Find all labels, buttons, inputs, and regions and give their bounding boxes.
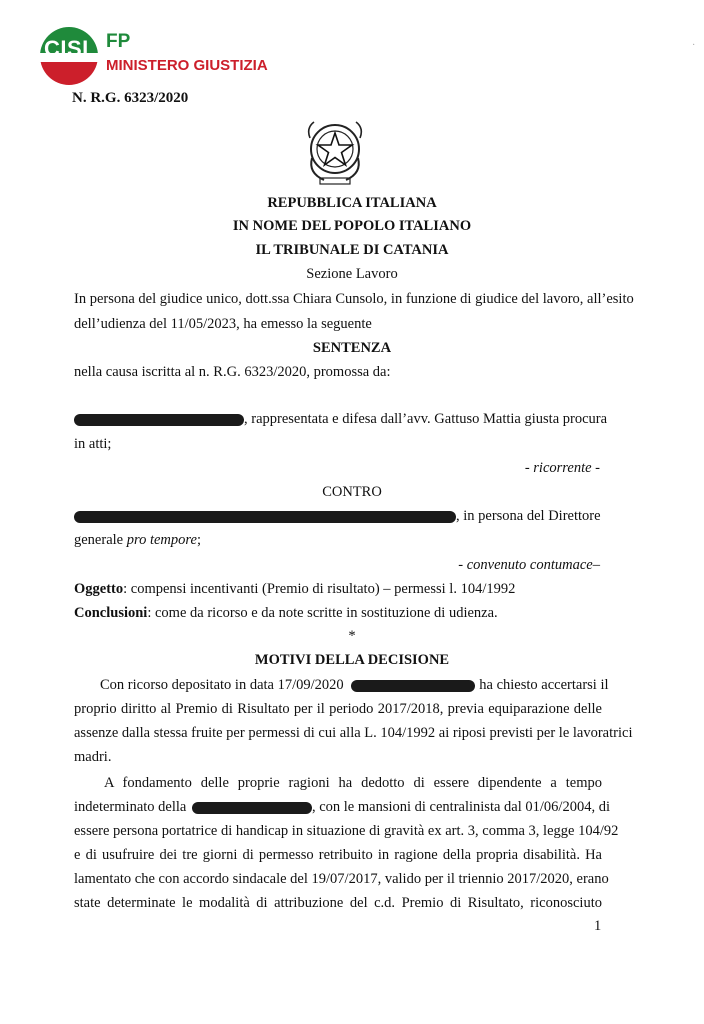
cisl-fp-logo [40, 27, 280, 87]
sentence-title: SENTENZA [312, 340, 392, 356]
plaintiff-line-2: in atti; [74, 436, 112, 452]
subject-line: Oggetto: compensi incentivanti (Premio di risultato) – permessi l. 104/1992 [74, 581, 516, 597]
para1-line-2: proprio diritto al Premio di Risultato per il periodo 2017/2018, previa equiparazione delle [74, 701, 602, 717]
defendant-role: - convenuto contumace– [458, 557, 600, 573]
rg-number: N. R.G. 6323/2020 [72, 90, 189, 106]
para2-line-1: A fondamento delle proprie ragioni ha dedotto di essere dipendente a tempo [104, 775, 602, 791]
italian-republic-emblem-icon [304, 118, 366, 188]
logo-ministry-text: MINISTERO GIUSTIZIA [106, 57, 268, 74]
logo-cisl-text: CISL [44, 36, 97, 61]
intro-line-1: In persona del giudice unico, dott.ssa Chiara Cunsolo, in funzione di giudice del lavoro, all’esito [74, 291, 634, 307]
republic-heading: REPUBBLICA ITALIANA [267, 195, 437, 211]
scan-speck: · [692, 40, 696, 51]
defendant-line-1: , in persona del Direttore [74, 508, 602, 525]
conclusions-line: Conclusioni: come da ricorso e da note scritte in sostituzione di udienza. [74, 605, 498, 621]
plaintiff-role: - ricorrente - [524, 460, 600, 476]
cause-line: nella causa iscritta al n. R.G. 6323/2020, promossa da: [74, 364, 391, 380]
motives-title: MOTIVI DELLA DECISIONE [254, 652, 450, 668]
page-number: 1 [594, 918, 602, 934]
defendant-line-2: generale pro tempore; [74, 532, 201, 548]
plaintiff-line-1: , rappresentata e difesa dall’avv. Gattuso Mattia giusta procura [74, 411, 602, 428]
redacted-plaintiff-ref [351, 680, 475, 692]
para1-line-1: Con ricorso depositato in data 17/09/2020 ha chiesto accertarsi il [100, 677, 609, 693]
separator-asterisk: * [348, 628, 356, 644]
redacted-plaintiff-name [74, 414, 244, 426]
section-heading: Sezione Lavoro [306, 266, 398, 282]
para1-line-3: assenze dalla stessa fruite per permessi di cui alla L. 104/1992 ai riposi previsti per le lavoratrici [74, 725, 633, 741]
para2-line-5: lamentato che con accordo sindacale del 19/07/2017, valido per il triennio 2017/2020, erano [74, 871, 609, 887]
redacted-defendant-name [74, 511, 456, 523]
logo-fp-text: FP [106, 31, 131, 52]
para2-line-6: state determinate le modalità di attribuzione del c.d. Premio di Risultato, riconosciuto [74, 895, 602, 911]
redacted-defendant-ref [192, 802, 312, 814]
against-heading: CONTRO [322, 484, 382, 500]
intro-line-2: dell’udienza del 11/05/2023, ha emesso la seguente [74, 316, 372, 332]
people-heading: IN NOME DEL POPOLO ITALIANO [232, 218, 472, 234]
para1-line-4: madri. [74, 749, 112, 765]
para2-line-4: e di usufruire dei tre giorni di permesso retribuito in ragione della propria disabilità. Ha [74, 847, 602, 863]
court-heading: IL TRIBUNALE DI CATANIA [255, 242, 449, 258]
para2-line-2: indeterminato della , con le mansioni di centralinista dal 01/06/2004, di [74, 799, 610, 815]
para2-line-3: essere persona portatrice di handicap in situazione di gravità ex art. 3, comma 3, legge 104/92 [74, 823, 619, 839]
